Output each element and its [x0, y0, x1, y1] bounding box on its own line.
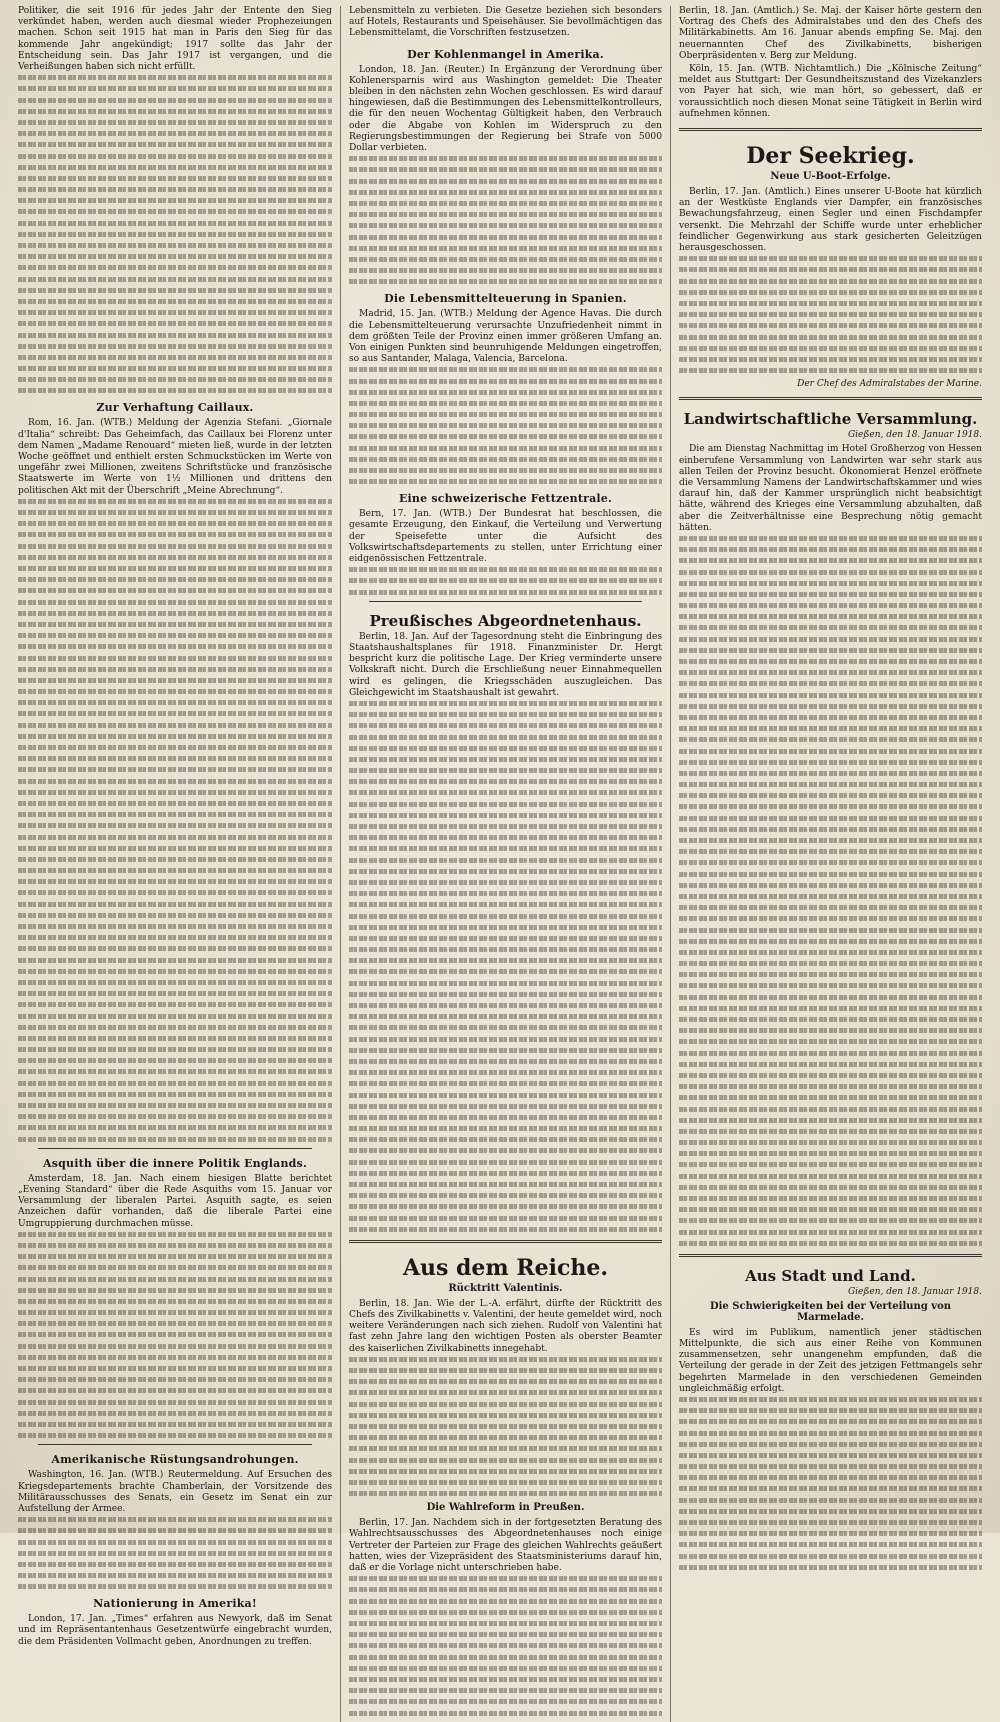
article-reiche: Berlin, 18. Jan. Wie der L.-A. erfährt, dürfte der Rücktritt des Chefs des Zivilkabinetts v. Valentini, der heute gemeldet wird, noch weitere Veränderungen nach sich ziehen. Rudolf von Valentini hat fast zehn Jahre lang den wichtigen Posten als oberster Beamter des kaiserlichen Zivilkabinetts innegehabt. [349, 1298, 662, 1354]
article-caillaux: Rom, 16. Jan. (WTB.) Meldung der Agenzia Stefani. „Giornale d'Italia“ schreibt: Das Geheimfach, das Caillaux bei Florenz unter dem Namen „Madame Renouard“ mieten ließ, wurde in der letzten Woche geöffnet und enthielt ersten Schmuckstücken im Werte von ungefähr zwei Millionen, zweitens Schriftstücke und französische Staatswerte im Werte von 1½ Millionen und drittens den politischen Akt mit der Überschrift „Meine Abrechnung“. [18, 418, 332, 496]
subheadline-valentini: Rücktritt Valentinis. [448, 1282, 563, 1294]
dateline: Gießen, den 18. Januar 1918. [847, 1286, 982, 1297]
subheadline-marmelade: Die Schwierigkeiten bei der Verteilung von Marmelade. [709, 1300, 952, 1323]
text-continuation [679, 256, 982, 373]
divider [38, 1148, 312, 1149]
column-left [10, 6, 340, 1722]
dateline: Gießen, den 18. Januar 1918. [847, 430, 982, 441]
article-seekrieg: Berlin, 17. Jan. (Amtlich.) Eines unserer U-Boote hat kürzlich an der Westküste Englands vier Dampfer, ein französisches Bewachungsfahrzeug, einen Segler und einen Fischdampfer versenkt. Die Mehrzahl der Schiffe wurde unter erheblicher feindlicher Gegenwirkung aus stark gesicherten Geleitzügen herausgeschossen. [679, 187, 982, 254]
headline-kohle: Der Kohlenmangel in Amerika. [407, 47, 604, 61]
headline-amerika: Amerikanische Rüstungsandrohungen. [51, 1453, 299, 1467]
column-right [670, 6, 990, 1722]
article-spanien: Madrid, 15. Jan. (WTB.) Meldung der Agence Havas. Die durch die Lebensmittelteuerung verursachte Unzufriedenheit nimmt in dem größten Teile der Provinz einen immer größeren Umfang an. Von einigen Punkten sind beunruhigende Meldungen eingetroffen, so aus Santander, Malaga, Valencia, Barcelona. [349, 309, 662, 365]
text-continuation [349, 156, 662, 284]
article-amerika: Washington, 16. Jan. (WTB.) Reutermeldung. Auf Ersuchen des Kriegsdepartements brachte Chamberlain, der Vorsitzende des Militärausschusses des Senats, ein Gesetz im Senat ein zur Aufstellung der Armee. [18, 1470, 332, 1514]
article-koeln: Köln, 15. Jan. (WTB. Nichtamtlich.) Die „Kölnische Zeitung“ meldet aus Stuttgart: Der Gesundheitszustand des Vizekanzlers von Payer hat sich, wie man hört, so gebessert, daß er voraussichtlich noch diesen Monat seine Tätigkeit in Berlin wird aufnehmen können. [679, 64, 982, 119]
divider [38, 1444, 312, 1445]
headline-landwirt: Landwirtschaftliche Versammlung. [683, 410, 978, 429]
divider [679, 397, 982, 400]
text-continuation [349, 1576, 662, 1715]
headline-seekrieg: Der Seekrieg. [746, 143, 915, 170]
headline-reiche: Aus dem Reiche. [402, 1254, 609, 1281]
article-abgeordnetenhaus: Berlin, 18. Jan. Auf der Tagesordnung steht die Einbringung des Staatshaushaltsplanes für 1918. Finanzminister Dr. Hergt bespricht kurz die politische Lage. Der Krieg verminderte unsere Volkskraft nicht. Durch die Erschließung neuer Einnahmequellen wird es gelingen, die Kriegsschäden auszugleichen. Das Gleichgewicht im Staatshaushalt ist gewahrt. [349, 631, 662, 698]
headline-nationierung: Nationierung in Amerika! [93, 1597, 257, 1611]
divider [679, 1254, 982, 1257]
text-continuation [349, 367, 662, 484]
article-wahlreform: Berlin, 17. Jan. Nachdem sich in der fortgesetzten Beratung des Wahlrechtsausschusses des Abgeordnetenhauses noch einige Vertreter der Parteien zur Frage des gleichen Wahlrechts geäußert hatten, wies der Vizepräsident des Staatsministeriums darauf hin, daß er die Vorlage nicht unterschrieben habe. [349, 1518, 662, 1574]
signature-admiralstab: Der Chef des Admiralstabes der Marine. [797, 379, 982, 390]
article-stadt: Es wird im Publikum, namentlich jener städtischen Mittelpunkte, die sich aus einer Reihe von Kommunen zusammensetzen, sehr unangenehm empfunden, daß die Verteilung der gerade in der Zeit des jetzigen Fettmangels sehr begehrten Marmelade in den verschiedenen Gemeinden ungleichmäßig erfolgt. [679, 1327, 982, 1394]
text-continuation [349, 701, 662, 1232]
headline-caillaux: Zur Verhaftung Caillaux. [96, 401, 254, 415]
article-landwirt: Die am Dienstag Nachmittag im Hotel Großherzog von Hessen einberufene Versammlung von Landwirten war sehr stark aus allen Teilen der Provinz besucht. Ökonomierat Henzel eröffnete die Versammlung Namens der Landwirtschaftskammer und wies darauf hin, daß der Kammer ursprünglich nicht beabsichtigt hätte, während des Krieges eine Versammlung abzuhalten, daß aber die Zeitverhältnisse eine Besprechung nötig gemacht hätten. [679, 444, 982, 533]
article-text: Lebensmitteln zu verbieten. Die Gesetze beziehen sich besonders auf Hotels, Restaurants und Speisehäuser. Sie bevollmächtigen das Lebensmittelamt, die Vorschriften festzusetzen. [349, 6, 662, 39]
divider [349, 1240, 662, 1243]
text-continuation [18, 1232, 332, 1438]
subheadline-wahlreform: Die Wahlreform in Preußen. [426, 1502, 585, 1514]
article-nationierung: London, 17. Jan. „Times“ erfahren aus Newyork, daß im Senat und im Repräsentantenhaus Gesetzentwürfe eingebracht wurden, die dem Präsidenten Vollmacht geben, Anordnungen zu treffen. [18, 1614, 332, 1647]
text-continuation [679, 536, 982, 1246]
article-text: Politiker, die seit 1916 für jedes Jahr der Entente den Sieg verkündet haben, werden auch diesmal wieder Prophezeiungen machen. Schon seit 1915 hat man in Paris den Sieg für das kommende Jahr angekündigt; 1917 sollte das Jahr der Entscheidung sein. Das Jahr 1917 ist vergangen, und die Verheißungen haben sich nicht erfüllt. [18, 6, 332, 73]
text-continuation [679, 1397, 982, 1570]
headline-england: Asquith über die innere Politik Englands. [43, 1156, 307, 1170]
headline-schweiz: Eine schweizerische Fettzentrale. [398, 492, 613, 506]
text-continuation [349, 1357, 662, 1496]
article-text: Berlin, 18. Jan. (Amtlich.) Se. Maj. der Kaiser hörte gestern den Vortrag des Chefs des Admiralstabes und den des Chefs des Militärkabinetts. Am 16. Januar abends empfing Se. Maj. den neuernannten Chef des Zivilkabinetts, bisherigen Oberpräsidenten v. Berg zur Meldung. [679, 6, 982, 61]
headline-stadt: Aus Stadt und Land. [745, 1266, 916, 1285]
text-continuation [18, 75, 332, 393]
subheadline-u-boot: Neue U-Boot-Erfolge. [770, 171, 891, 183]
headline-abgeordnetenhaus: Preußisches Abgeordnetenhaus. [369, 611, 642, 630]
text-continuation [18, 1517, 332, 1589]
headline-spanien: Die Lebensmittelteuerung in Spanien. [384, 292, 627, 306]
text-continuation [349, 567, 662, 594]
article-schweiz: Bern, 17. Jan. (WTB.) Der Bundesrat hat beschlossen, die gesamte Erzeugung, den Einkauf, die Verteilung und Verwertung der Speisefette unter die Aufsicht des Volkswirtschaftsdepartements zu stellen, unter Errichtung einer eidgenössischen Fettzentrale. [349, 509, 662, 564]
text-continuation [18, 499, 332, 1142]
divider [679, 128, 982, 131]
divider [369, 601, 642, 602]
article-england: Amsterdam, 18. Jan. Nach einem hiesigen Blatte berichtet „Evening Standard“ über die Rede Asquiths vom 15. Januar vor Versammlung der liberalen Partei. Asquith sagte, es seien Anzeichen dafür vorhanden, daß die liberale Partei eine Umgruppierung durchmachen müsse. [18, 1173, 332, 1229]
article-kohle: London, 18. Jan. (Reuter.) In Ergänzung der Verordnung über Kohlenersparnis wird aus Washington gemeldet: Die Theater bleiben in den nächsten zehn Wochen geschlossen. Es wird darauf hingewiesen, daß die Bestimmungen des Lebensmittelkontrolleurs, die für den neuen Wochentag Gültigkeit haben, den Verbrauch oder die Abgabe von Kohlen im Widerspruch zu den Regierungsbestimmungen der Regierung bei Strafe von 5000 Dollar verbieten. [349, 64, 662, 154]
column-middle [340, 6, 670, 1722]
